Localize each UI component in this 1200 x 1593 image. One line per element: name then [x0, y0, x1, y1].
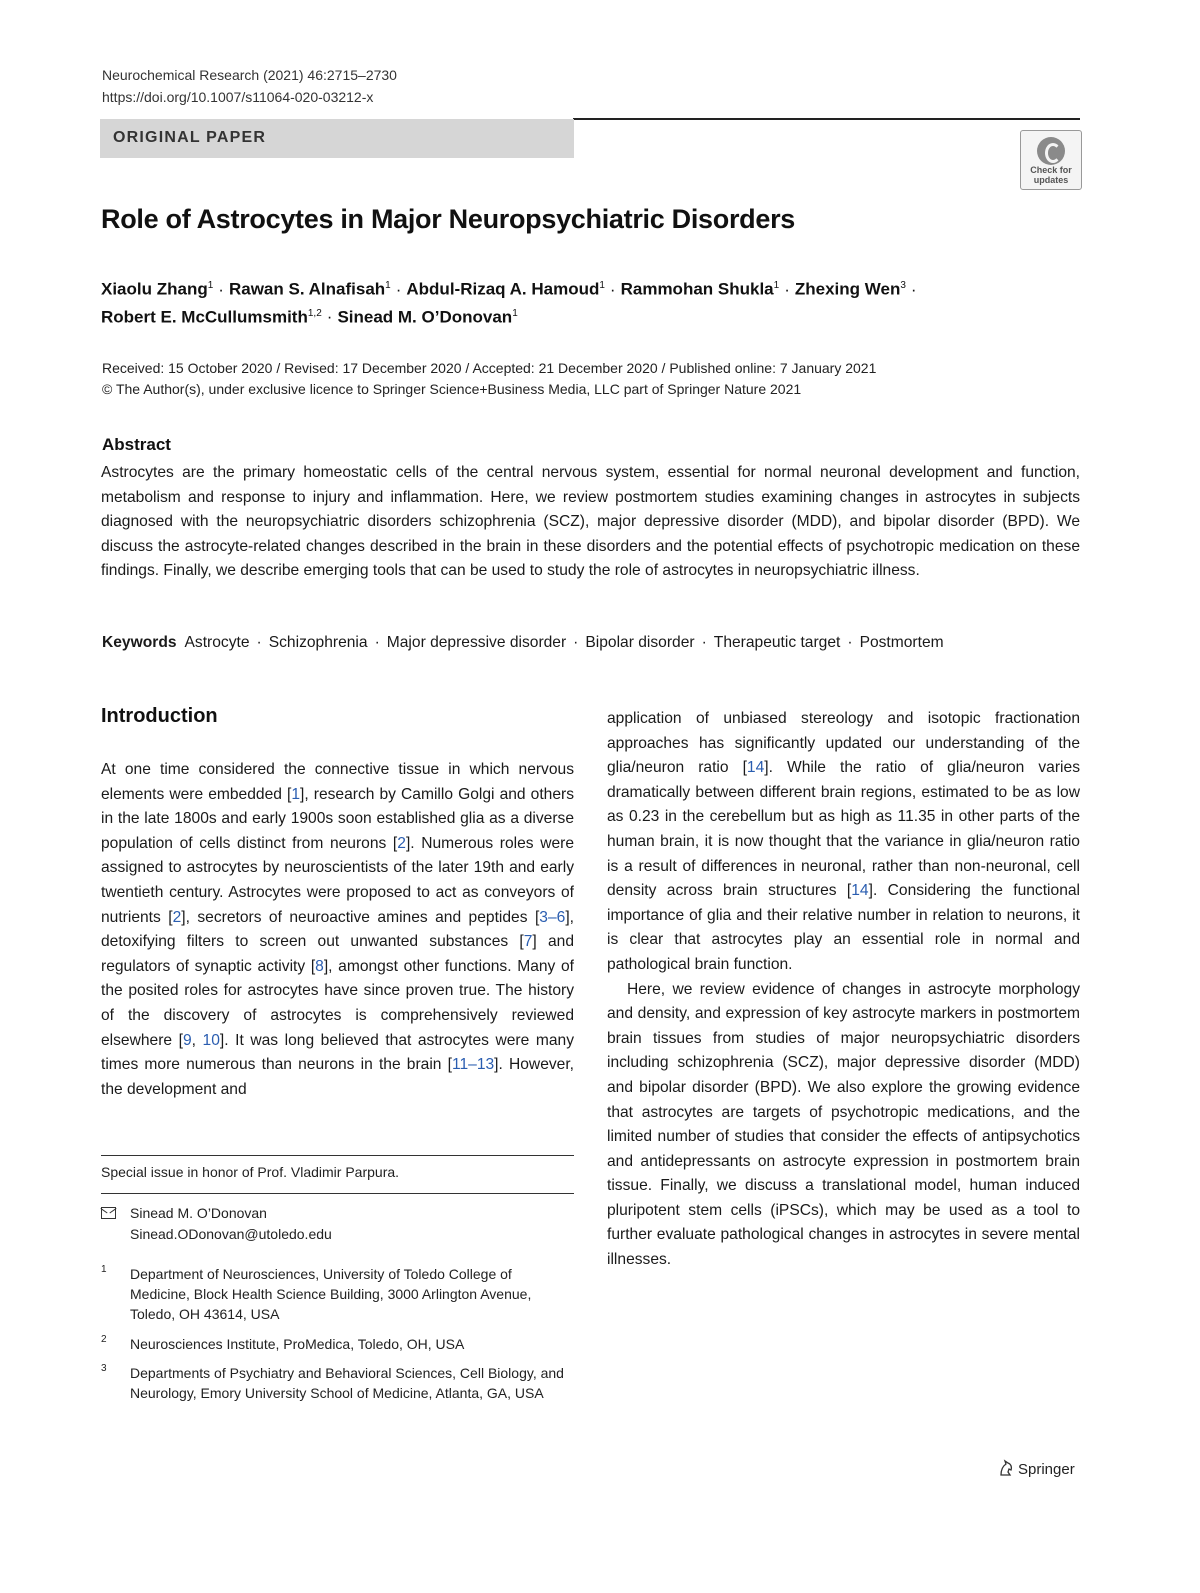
crossmark-icon — [1037, 137, 1065, 165]
journal-header — [102, 64, 397, 108]
springer-horse-icon — [998, 1459, 1014, 1477]
keywords — [102, 634, 944, 652]
author-separator: · — [609, 279, 616, 299]
keyword-list — [185, 634, 944, 651]
keyword-separator: · — [701, 634, 707, 651]
citation-link[interactable]: 14 — [851, 882, 869, 900]
intro-paragraph-1-continued: application of unbiased stereology and isotopic fractionation approaches has significantly updated our understanding of the glia/neuron ratio [14]. While the ratio of glia/neuron varies dramatically between different brain regions, estimated to be as low as 0.23 in the cerebellum but as high as 11.35 in other parts of the human brain, it is now thought that the variance in glia/neuron ratio is a result of differences in neuronal, rather than non-neuronal, cell density across brain structures [14]. Considering the functional importance of glia and their relative number in relation to neurons, it is clear that astrocytes play an essential role in normal and pathological brain function. — [607, 710, 1080, 973]
citation-link[interactable]: 11–13 — [451, 1056, 495, 1074]
citation-link[interactable]: 10 — [202, 1031, 220, 1049]
author-separator: · — [326, 307, 333, 327]
corresponding-author — [101, 1203, 332, 1245]
keyword: Major depressive disorder — [386, 634, 567, 651]
author-name: Rawan S. Alnafisah — [228, 279, 386, 299]
affiliation-2 — [101, 1334, 574, 1354]
keyword: Therapeutic target — [713, 634, 841, 651]
paper-type-banner — [100, 119, 574, 158]
author-affiliation-marker: 3 — [900, 280, 906, 291]
intro-paragraph-2: Here, we review evidence of changes in astrocyte morphology and density, and expression of key astrocyte markers in postmortem brain tissues from studies of major neuropsychiatric disorders including schizophrenia (SCZ), major depressive disorder (MDD) and bipolar disorder (BPD). We also explore the growing evidence that astrocytes are targets of psychotropic medications, and the limited number of studies that consider the effects of antipsychotics and antidepressants on astrocyte expression in postmortem brain tissue. Finally, we discuss a translational model, human induced pluripotent stem cells (iPSCs), which may be used as a tool to further evaluate pathological changes in astrocytes in severe mental illnesses. — [607, 980, 1080, 1269]
affiliation-number: 2 — [101, 1334, 107, 1345]
author-affiliation-marker: 1 — [773, 280, 780, 291]
keyword: Postmortem — [859, 634, 944, 651]
paper-type-label: ORIGINAL PAPER — [113, 129, 267, 146]
citation-link[interactable]: 9 — [182, 1031, 192, 1049]
paper-title: Role of Astrocytes in Major Neuropsychiatric Disorders — [101, 204, 795, 234]
right-column — [607, 707, 1080, 1273]
citation-link[interactable]: 8 — [315, 957, 324, 975]
abstract-heading: Abstract — [102, 435, 171, 454]
intro-paragraph-1: At one time considered the connective tissue in which nervous elements were embedded [1], research by Camillo Golgi and others in the late 1800s and early 1900s soon established glia as a diverse population of cells distinct from neurons [2]. Numerous roles were assigned to astrocytes by neuroscientists of the later 19th and early twentieth century. Astrocytes were proposed to act as conveyors of nutrients [2], secretors of neuroactive amines and peptides [3–6], detoxifying filters to screen out unwanted substances [7] and regulators of synaptic activity [8], amongst other functions. Many of the posited roles for astrocytes have since proven true. The history of the discovery of astrocytes is comprehensively reviewed elsewhere [9, 10]. It was long believed that astrocytes were many times more numerous than neurons in the brain [11–13]. However, the development and — [101, 761, 575, 1098]
author-separator: · — [784, 279, 790, 299]
footnote-rule — [101, 1155, 574, 1156]
author-line-1 — [101, 274, 922, 302]
author-affiliation-marker: 1 — [207, 280, 214, 291]
special-issue-note: Special issue in honor of Prof. Vladimir Parpura. — [101, 1164, 400, 1180]
citation-link[interactable]: 7 — [523, 933, 533, 951]
doi-link[interactable]: https://doi.org/10.1007/s11064-020-03212-x — [102, 89, 374, 105]
affiliation-text: Neurosciences Institute, ProMedica, Toledo, OH, USA — [130, 1336, 465, 1352]
publisher-name: Springer — [1018, 1461, 1075, 1478]
footnote-rule-2 — [101, 1193, 574, 1194]
abstract-text: Astrocytes are the primary homeostatic cells of the central nervous system, essential for normal neuronal development and function, metabolism and response to injury and inflammation. Here, we review postmortem studies examining changes in astrocytes in subjects diagnosed with the neuropsychiatric disorders schizophrenia (SCZ), major depressive disorder (MDD), and bipolar disorder (BPD). We discuss the astrocyte-related changes described in the brain in these disorders and the potential effects of psychotropic medication on these findings. Finally, we describe emerging tools that can be used to study the role of astrocytes in neuropsychiatric illness. — [101, 464, 1080, 580]
author-name: Zhexing Wen — [794, 279, 901, 299]
introduction-heading: Introduction — [101, 705, 218, 727]
citation-link[interactable]: 2 — [397, 834, 406, 852]
publisher-logo — [998, 1459, 1075, 1478]
affiliation-text: Department of Neurosciences, University of Toledo College of Medicine, Block Health Science Building, 3000 Arlington Avenue, Toledo, OH 43614, USA — [130, 1266, 532, 1322]
affiliation-text: Departments of Psychiatry and Behavioral Sciences, Cell Biology, and Neurology, Emory University School of Medicine, Atlanta, GA, USA — [130, 1365, 564, 1401]
author-affiliation-marker: 1 — [385, 280, 391, 291]
author-separator: · — [218, 279, 224, 299]
affiliation-3 — [101, 1363, 574, 1403]
keyword-separator: · — [256, 634, 262, 651]
affiliation-1 — [101, 1264, 574, 1324]
crossmark-badge[interactable] — [1020, 130, 1082, 190]
citation-link[interactable]: 3–6 — [539, 908, 566, 926]
copyright-line: © The Author(s), under exclusive licence to Springer Science+Business Media, LLC part of Springer Nature 2021 — [102, 381, 802, 397]
keyword-separator: · — [847, 634, 853, 651]
author-affiliation-marker: 1 — [512, 307, 518, 319]
author-line-2 — [101, 302, 922, 330]
author-name: Rammohan Shukla — [620, 279, 774, 299]
history-dates: Received: 15 October 2020 / Revised: 17 December 2020 / Accepted: 21 December 2020 / Published online: 7 January 2021 — [102, 360, 877, 376]
left-column — [101, 758, 574, 1102]
header-rule — [573, 118, 1080, 120]
envelope-icon — [101, 1207, 116, 1219]
keyword-separator: · — [374, 634, 380, 651]
author-name: Robert E. McCullumsmith — [101, 307, 308, 327]
publication-dates — [102, 358, 876, 400]
keywords-label: Keywords — [102, 634, 177, 651]
citation-link[interactable]: 14 — [746, 759, 765, 777]
author-name: Xiaolu Zhang — [101, 279, 208, 299]
contact-email[interactable]: Sinead.ODonovan@utoledo.edu — [130, 1226, 332, 1242]
author-affiliation-marker: 1,2 — [307, 307, 322, 319]
author-list — [101, 274, 922, 329]
author-separator: · — [910, 279, 917, 299]
contact-name: Sinead M. O’Donovan — [130, 1205, 267, 1221]
affiliation-number: 1 — [101, 1264, 107, 1275]
citation-link[interactable]: 1 — [291, 785, 301, 803]
keyword: Schizophrenia — [268, 634, 368, 651]
keyword: Bipolar disorder — [585, 634, 695, 651]
keyword: Astrocyte — [184, 634, 250, 651]
citation-link[interactable]: 2 — [172, 908, 182, 926]
crossmark-label: Check for updates — [1030, 165, 1072, 185]
author-name: Sinead M. O’Donovan — [337, 307, 513, 327]
author-separator: · — [395, 279, 402, 299]
affiliation-number: 3 — [101, 1363, 107, 1374]
author-name: Abdul-Rizaq A. Hamoud — [406, 279, 600, 299]
keyword-separator: · — [573, 634, 579, 651]
journal-citation: Neurochemical Research (2021) 46:2715–2730 — [102, 67, 397, 83]
author-affiliation-marker: 1 — [599, 280, 605, 291]
